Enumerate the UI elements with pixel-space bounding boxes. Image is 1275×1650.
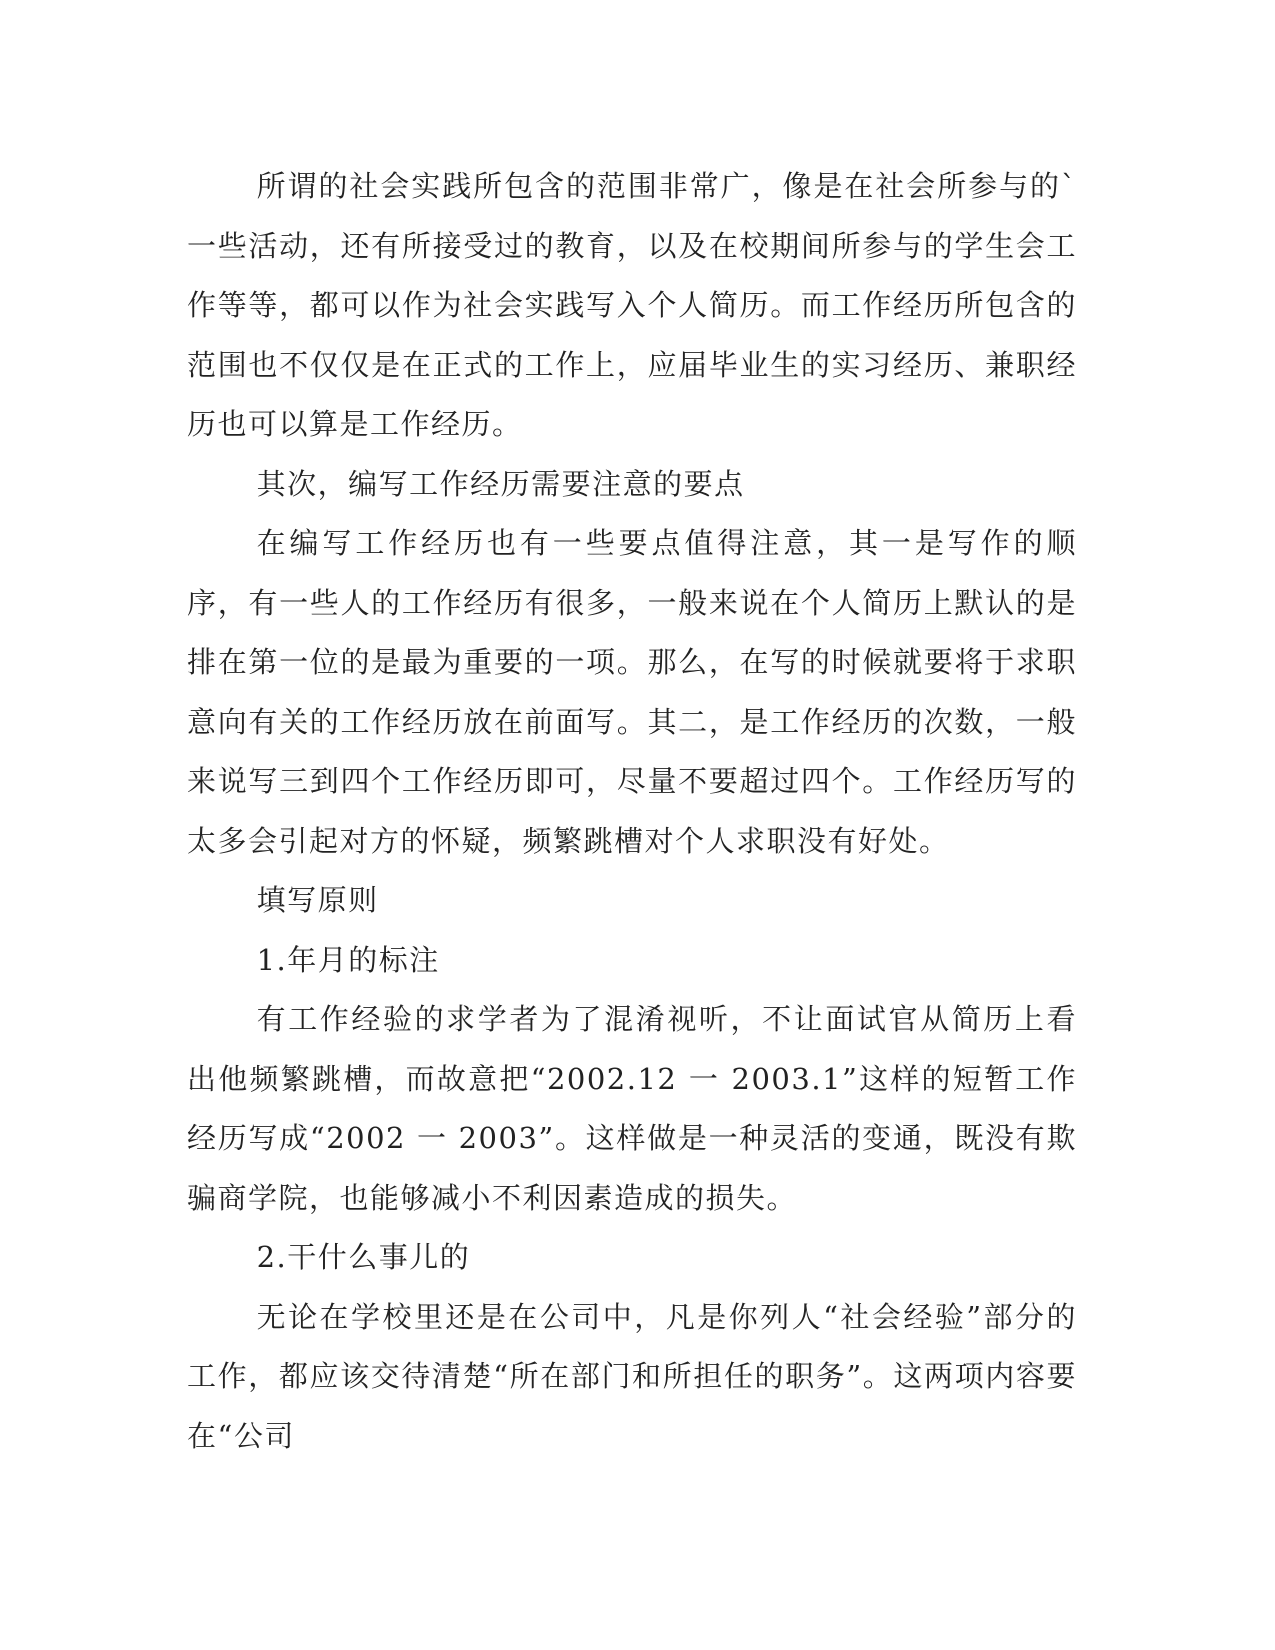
document-body: [187, 157, 1077, 1466]
heading-principles: 填写原则: [256, 883, 379, 917]
paragraph-date-marking: 有工作经验的求学者为了混淆视听，不让面试官从简历上看出他频繁跳槽，而故意把“2002.12 一 2003.1”这样的短暂工作经历写成“2002 一 2003”。这样做是一种灵活的变通，既没有欺骗商学院，也能够减小不利因素造成的损失。: [187, 1002, 1077, 1215]
paragraph-key-points: 在编写工作经历也有一些要点值得注意，其一是写作的顺序，有一些人的工作经历有很多，一般来说在个人简历上默认的是排在第一位的是最为重要的一项。那么，在写的时候就要将于求职意向有关的工作经历放在前面写。其二，是工作经历的次数，一般来说写三到四个工作经历即可，尽量不要超过四个。工作经历写的太多会引起对方的怀疑，频繁跳槽对个人求职没有好处。: [187, 526, 1077, 858]
paragraph-social-practice: 所谓的社会实践所包含的范围非常广，像是在社会所参与的`一些活动，还有所接受过的教育，以及在校期间所参与的学生会工作等等，都可以作为社会实践写入个人简历。而工作经历所包含的范围也不仅仅是在正式的工作上，应届毕业生的实习经历、兼职经历也可以算是工作经历。: [187, 169, 1077, 441]
subheading-date-marking: 1.年月的标注: [256, 942, 440, 977]
subheading-what-you-did: 2.干什么事儿的: [256, 1240, 471, 1274]
heading-key-points: 其次，编写工作经历需要注意的要点: [256, 466, 745, 501]
paragraph-what-you-did: 无论在学校里还是在公司中，凡是你列人“社会经验”部分的工作，都应该交待清楚“所在部门和所担任的职务”。这两项内容要在“公司: [187, 1299, 1077, 1453]
